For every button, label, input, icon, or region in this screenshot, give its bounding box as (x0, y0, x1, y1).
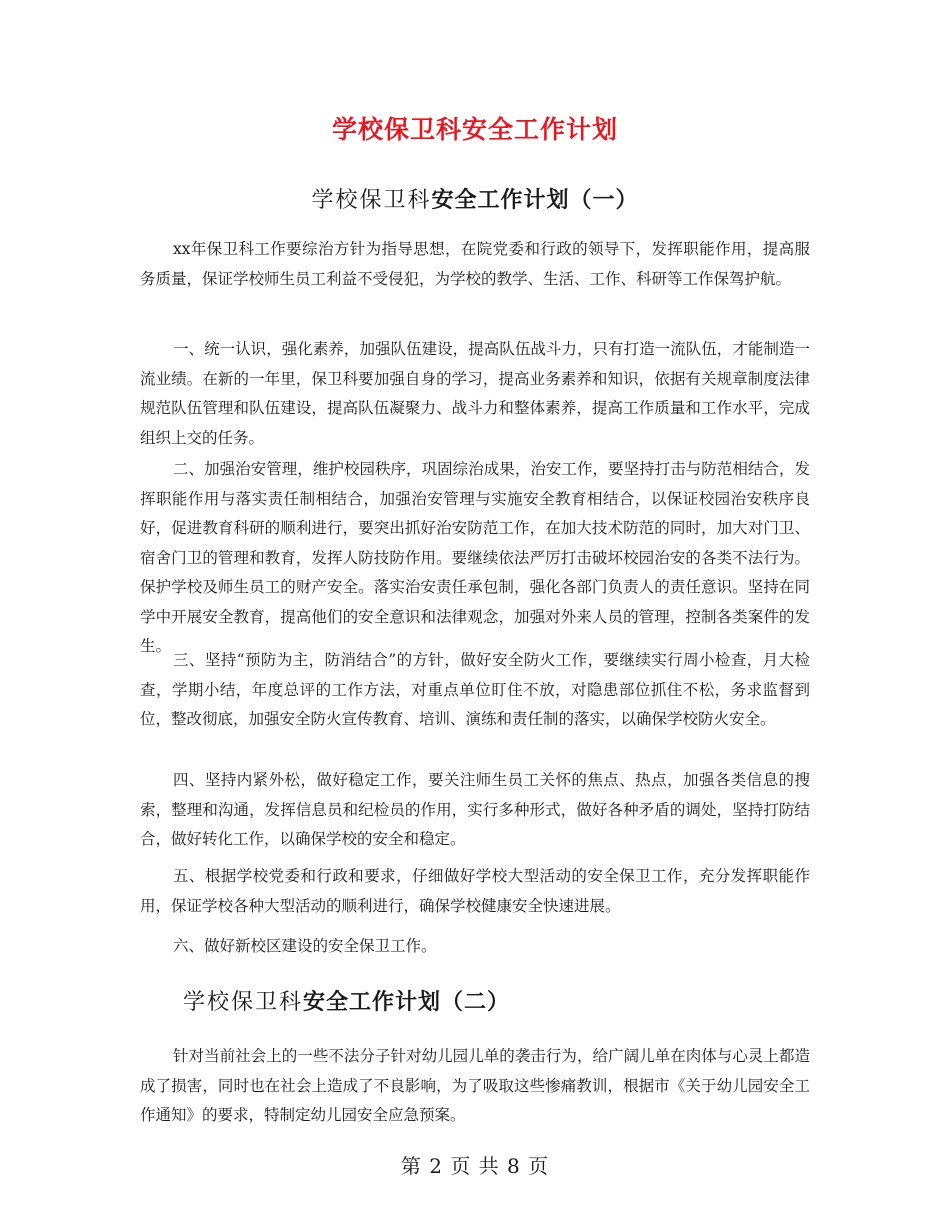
paragraph-item-3: 三、坚持“预防为主，防消结合”的方针，做好安全防火工作，要继续实行周小检查，月大检查，学期小结，年度总评的工作方法，对重点单位盯住不放，对隐患部位抓住不松，务求监督到位，整改彻底，加强安全防火宣传教育、培训、演练和责任制的落实，以确保学校防火安全。 (140, 651, 810, 728)
paragraph-item-5: 五、根据学校党委和行政和要求，仔细做好学校大型活动的安全保卫工作，充分发挥职能作用，保证学校各种大型活动的顺利进行，确保学校健康安全快速进展。 (140, 867, 810, 915)
section-heading-2 (183, 985, 510, 1016)
section-heading-2-suffix: 安全工作计划（二） (303, 990, 511, 1015)
paragraph-item-1: 一、统一认识，强化素养，加强队伍建设，提高队伍战斗力，只有打造一流队伍，才能制造一流业绩。在新的一年里，保卫科要加强自身的学习，提高业务素养和知识，依据有关规章制度法律规范队伍管理和队伍建设，提高队伍凝聚力、战斗力和整体素养，提高工作质量和工作水平，完成组织上交的任务。 (140, 340, 810, 447)
paragraph-section2-intro: 针对当前社会上的一些不法分子针对幼儿园儿单的袭击行为，给广阔儿单在肉体与心灵上都造成了损害，同时也在社会上造成了不良影响，为了吸取这些惨痛教训，根据市《关于幼儿园安全工作通知》的要求，特制定幼儿园安全应急预案。 (140, 1047, 810, 1124)
paragraph-intro: xx年保卫科工作要综治方针为指导思想，在院党委和行政的领导下，发挥职能作用，提高服务质量，保证学校师生员工利益不受侵犯，为学校的教学、生活、工作、科研等工作保驾护航。 (140, 240, 810, 288)
section-heading-1 (0, 183, 950, 214)
page-footer: 第 2 页 共 8 页 (400, 1154, 550, 1178)
document-title: 学校保卫科安全工作计划 (331, 115, 618, 144)
paragraph-item-4: 四、坚持内紧外松，做好稳定工作，要关注师生员工关怀的焦点、热点，加强各类信息的搜索，整理和沟通，发挥信息员和纪检员的作用，实行多种形式，做好各种矛盾的调处，坚持打防结合，做好转化工作，以确保学校的安全和稳定。 (140, 771, 810, 848)
section-heading-2-prefix: 学校保卫科 (183, 990, 304, 1015)
section-heading-1-suffix: 安全工作计划（一） (431, 188, 639, 213)
paragraph-item-6: 六、做好新校区建设的安全保卫工作。 (173, 937, 437, 955)
paragraph-item-2: 二、加强治安管理，维护校园秩序，巩固综治成果，治安工作，要坚持打击与防范相结合，发挥职能作用与落实责任制相结合，加强治安管理与实施安全教育相结合，以保证校园治安秩序良好，促进教育科研的顺利进行，要突出抓好治安防范工作，在加大技术防范的同时，加大对门卫、宿舍门卫的管理和教育，发挥人防技防作用。要继续依法严厉打击破坏校园治安的各类不法行为。保护学校及师生员工的财产安全。落实治安责任承包制，强化各部门负责人的责任意识。坚持在同学中开展安全教育，提高他们的安全意识和法律观念，加强对外来人员的管理，控制各类案件的发生。 (140, 460, 810, 655)
section-heading-1-prefix: 学校保卫科 (311, 188, 432, 213)
